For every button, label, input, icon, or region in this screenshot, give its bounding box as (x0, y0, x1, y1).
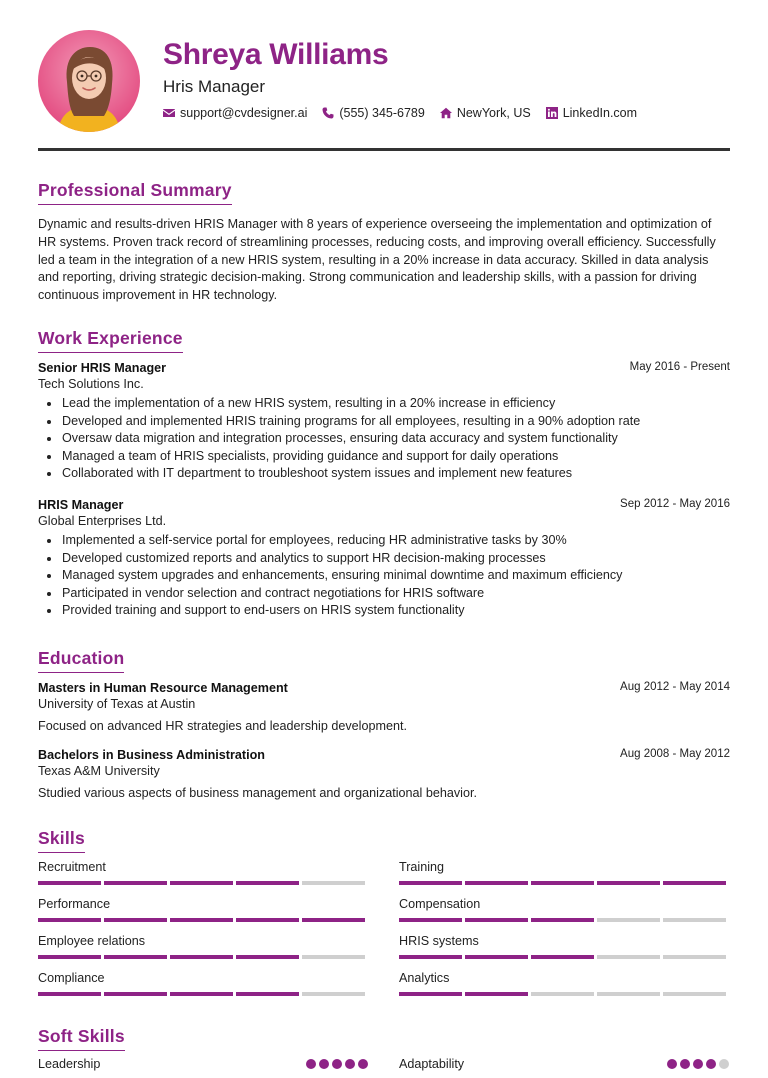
rating-dot (332, 1059, 342, 1069)
list-item: Implemented a self-service portal for employees, reducing HR administrative tasks by 30% (38, 532, 730, 550)
job-title: Senior HRIS Manager (38, 361, 167, 375)
skill-level-segment (170, 955, 233, 959)
skill-level-segment (465, 918, 528, 922)
skill-level-segment (531, 918, 594, 922)
rating-dot (358, 1059, 368, 1069)
rating-dot (345, 1059, 355, 1069)
skill-name: Analytics (399, 971, 450, 985)
soft-skill-item (399, 1057, 729, 1071)
rating-dot (693, 1059, 703, 1069)
summary-text: Dynamic and results-driven HRIS Manager with 8 years of experience overseeing the implementation and optimization of HR systems. Proven track record of streamlining processes, reducing costs, and improving overall efficiency. Successfully led a team in the integration of a new HRIS system, resulting in a 20% increase in data accuracy. Skilled in data analysis and reporting, driving strategic decision-making. Strong communication and leadership skills, with a passion for driving continuous improvement in HR technology. (38, 217, 716, 303)
skill-level-segment (170, 918, 233, 922)
skill-level-bar (38, 955, 368, 959)
skill-level-segment (104, 955, 167, 959)
skill-level-segment (597, 992, 660, 996)
skill-level-segment (465, 955, 528, 959)
skill-level-segment (38, 881, 101, 885)
list-item: Developed customized reports and analytics to support HR decision-making processes (38, 550, 730, 568)
contact-location-text: NewYork, US (456, 106, 531, 120)
skill-item (38, 971, 368, 996)
skill-name: Compliance (38, 971, 105, 985)
rating-dot (706, 1059, 716, 1069)
soft-skill-rating (667, 1059, 729, 1069)
skill-item (38, 860, 368, 885)
soft-skills-heading: Soft Skills (38, 1026, 125, 1051)
skill-item (38, 934, 368, 959)
skill-name: Employee relations (38, 934, 146, 948)
skill-level-bar (399, 918, 729, 922)
skill-level-bar (38, 881, 368, 885)
experience-heading: Work Experience (38, 328, 183, 353)
job-entry (38, 498, 730, 620)
skill-name: Performance (38, 897, 111, 911)
list-item: Oversaw data migration and integration processes, ensuring data accuracy and system functionality (38, 430, 730, 448)
contact-email-text: support@cvdesigner.ai (180, 106, 308, 120)
education-dates: Aug 2012 - May 2014 (620, 681, 730, 693)
skill-name: Training (399, 860, 445, 874)
soft-skill-rating (306, 1059, 368, 1069)
education-heading: Education (38, 648, 124, 673)
rating-dot (319, 1059, 329, 1069)
resume-header (38, 30, 730, 132)
contact-list (163, 106, 637, 120)
skill-level-segment (399, 918, 462, 922)
contact-location (440, 106, 531, 120)
skill-level-bar (38, 918, 368, 922)
skill-level-segment (531, 992, 594, 996)
contact-phone[interactable] (322, 106, 424, 120)
job-title: HRIS Manager (38, 498, 124, 512)
skill-level-segment (663, 955, 726, 959)
avatar (38, 30, 140, 132)
list-item: Managed system upgrades and enhancements, ensuring minimal downtime and maximum efficiency (38, 567, 730, 585)
candidate-title: Hris Manager (163, 77, 266, 96)
skill-level-bar (38, 992, 368, 996)
skill-name: HRIS systems (399, 934, 479, 948)
skill-level-segment (399, 881, 462, 885)
skill-level-segment (663, 992, 726, 996)
skill-level-segment (663, 918, 726, 922)
skill-level-segment (663, 881, 726, 885)
degree-title: Masters in Human Resource Management (38, 681, 288, 695)
job-dates: Sep 2012 - May 2016 (620, 498, 730, 510)
skill-level-segment (597, 881, 660, 885)
skill-level-segment (531, 955, 594, 959)
skill-level-segment (236, 955, 299, 959)
skill-level-bar (399, 955, 729, 959)
skill-level-segment (38, 918, 101, 922)
education-description: Focused on advanced HR strategies and leadership development. (38, 719, 407, 733)
linkedin-icon (546, 107, 558, 119)
summary-heading: Professional Summary (38, 180, 232, 205)
list-item: Managed a team of HRIS specialists, providing guidance and support for daily operations (38, 448, 730, 466)
skill-level-segment (302, 992, 365, 996)
skill-item (399, 934, 729, 959)
home-icon (440, 107, 452, 119)
skill-level-segment (399, 992, 462, 996)
soft-skill-item (38, 1057, 368, 1071)
skill-level-segment (236, 881, 299, 885)
skill-item (38, 897, 368, 922)
skill-name: Compensation (399, 897, 481, 911)
profile-photo-icon (38, 30, 140, 132)
skill-level-segment (104, 992, 167, 996)
soft-skill-name: Adaptability (399, 1057, 465, 1071)
skills-heading: Skills (38, 828, 85, 853)
job-company: Global Enterprises Ltd. (38, 514, 167, 528)
list-item: Developed and implemented HRIS training programs for all employees, resulting in a 90% adoption rate (38, 413, 730, 431)
list-item: Collaborated with IT department to troubleshoot system issues and implement new features (38, 465, 730, 483)
job-bullets (38, 395, 730, 483)
skill-level-segment (399, 955, 462, 959)
education-description: Studied various aspects of business management and organizational behavior. (38, 786, 477, 800)
skill-level-bar (399, 992, 729, 996)
skill-level-segment (38, 992, 101, 996)
soft-skill-name: Leadership (38, 1057, 101, 1071)
skill-level-segment (531, 881, 594, 885)
contact-linkedin-text: LinkedIn.com (562, 106, 638, 120)
skill-level-segment (38, 955, 101, 959)
school-name: Texas A&M University (38, 764, 160, 778)
skill-level-segment (104, 918, 167, 922)
rating-dot (719, 1059, 729, 1069)
rating-dot (680, 1059, 690, 1069)
skill-level-segment (104, 881, 167, 885)
skill-level-segment (465, 992, 528, 996)
phone-icon (322, 107, 334, 119)
skill-level-segment (302, 881, 365, 885)
skill-level-bar (399, 881, 729, 885)
education-entry (38, 748, 730, 800)
candidate-name: Shreya Williams (163, 38, 389, 71)
skill-level-segment (597, 955, 660, 959)
skill-level-segment (236, 992, 299, 996)
skill-level-segment (597, 918, 660, 922)
skill-level-segment (170, 881, 233, 885)
skill-level-segment (170, 992, 233, 996)
skill-level-segment (302, 955, 365, 959)
education-entry (38, 681, 730, 733)
skill-level-segment (236, 918, 299, 922)
skill-name: Recruitment (38, 860, 106, 874)
envelope-icon (163, 107, 175, 119)
job-company: Tech Solutions Inc. (38, 377, 144, 391)
contact-phone-text: (555) 345-6789 (339, 106, 425, 120)
job-bullets (38, 532, 730, 620)
skill-item (399, 897, 729, 922)
rating-dot (667, 1059, 677, 1069)
list-item: Lead the implementation of a new HRIS system, resulting in a 20% increase in efficiency (38, 395, 730, 413)
job-dates: May 2016 - Present (629, 361, 730, 373)
skill-level-segment (302, 918, 365, 922)
skill-item (399, 971, 729, 996)
job-entry (38, 361, 730, 483)
header-divider (38, 148, 730, 151)
contact-email[interactable] (163, 106, 307, 120)
skill-level-segment (465, 881, 528, 885)
rating-dot (306, 1059, 316, 1069)
list-item: Participated in vendor selection and contract negotiations for HRIS software (38, 585, 730, 603)
skill-item (399, 860, 729, 885)
education-dates: Aug 2008 - May 2012 (620, 748, 730, 760)
degree-title: Bachelors in Business Administration (38, 748, 265, 762)
list-item: Provided training and support to end-users on HRIS system functionality (38, 602, 730, 620)
school-name: University of Texas at Austin (38, 697, 196, 711)
contact-linkedin[interactable] (546, 106, 637, 120)
